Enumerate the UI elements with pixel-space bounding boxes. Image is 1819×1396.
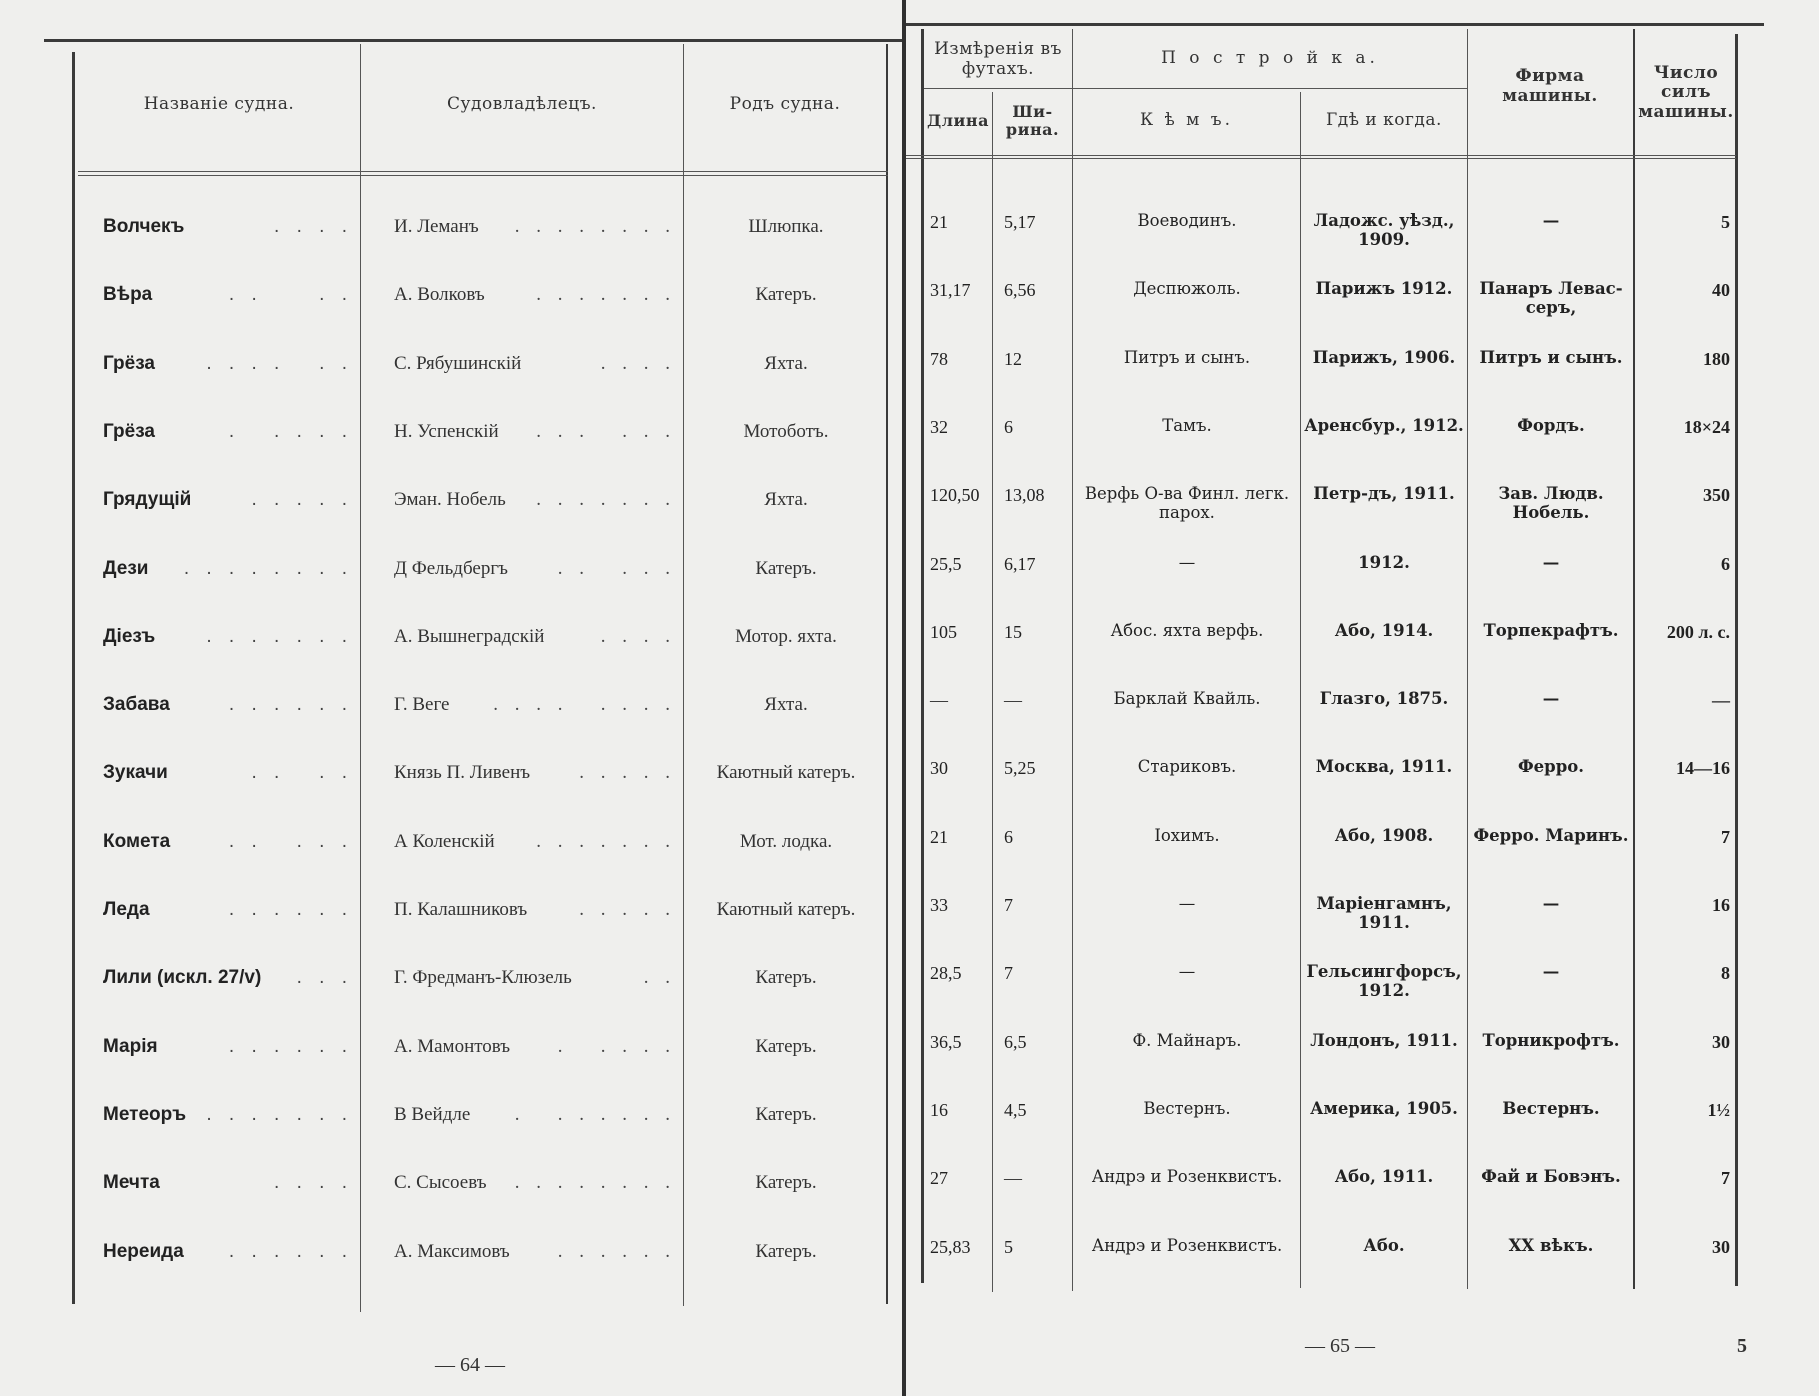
vessel-owner: А. Мамонтовъ . . . . .: [394, 1036, 676, 1057]
left-header-rule-a: [78, 171, 888, 172]
vessel-name: Комета . . . . .: [103, 831, 353, 852]
vessel-name: Вѣра . . . .: [103, 284, 353, 305]
vessel-type: Яхта.: [764, 353, 808, 374]
vessel-type: Катеръ.: [755, 1104, 817, 1125]
engine-make: XX вѣкъ.: [1508, 1236, 1594, 1255]
length-ft: 36,5: [930, 1032, 962, 1052]
builder: Іохимъ.: [1154, 826, 1220, 845]
vessel-owner: И. Леманъ . . . . . . . .: [394, 216, 676, 237]
right-col-divider-engine-hp: [1633, 29, 1635, 1289]
right-col-divider-builder-where: [1300, 92, 1301, 1288]
leader-dots: . . . . . . .: [206, 626, 353, 647]
left-col-divider-2: [683, 44, 684, 1306]
horsepower: 5: [1721, 212, 1730, 232]
header-length: Длина: [927, 110, 989, 130]
length-ft: 31,17: [930, 280, 971, 300]
horsepower: 7: [1721, 827, 1730, 847]
vessel-name: Дези . . . . . . . .: [103, 558, 353, 579]
where-when: Глазго, 1875.: [1319, 689, 1449, 708]
length-ft: 21: [930, 827, 948, 847]
vessel-type: Катеръ.: [755, 1172, 817, 1193]
engine-make: Вестернъ.: [1502, 1099, 1600, 1118]
vessel-name: Грёза . . . . . .: [103, 353, 353, 374]
horsepower: 180: [1703, 349, 1730, 369]
header-owner: Судовладѣлецъ.: [447, 94, 597, 115]
left-right-border: [886, 44, 888, 1304]
horsepower: 1½: [1707, 1100, 1730, 1120]
right-col-divider-width-builder: [1072, 29, 1073, 1291]
vessel-owner: С. Сысоевъ . . . . . . . .: [394, 1172, 676, 1193]
vessel-type: Мотоботъ.: [743, 421, 829, 442]
page-number-right: — 65 —: [1305, 1335, 1375, 1357]
where-when: Америка, 1905.: [1310, 1099, 1458, 1118]
vessel-owner: Г. Фредманъ-Клюзель . .: [394, 967, 676, 988]
horsepower: 30: [1712, 1237, 1730, 1257]
leader-dots: . . . . . .: [228, 899, 353, 920]
header-construction-group: П о с т р о й к а.: [1161, 48, 1379, 69]
vessel-type: Катеръ.: [755, 1241, 817, 1262]
leader-dots: . . . . .: [557, 558, 676, 579]
header-where-when: Гдѣ и когда.: [1326, 110, 1442, 131]
vessel-name: Зукачи . . . .: [103, 762, 353, 783]
engine-make: Фай и Бовэнъ.: [1481, 1167, 1621, 1186]
builder: Воеводинъ.: [1137, 211, 1237, 230]
leader-dots: . . . . . .: [536, 421, 676, 442]
builder: Стариковъ.: [1137, 757, 1237, 776]
vessel-owner: Князь П. Ливенъ . . . . .: [394, 762, 676, 783]
vessel-owner: А. Вышнеградскій . . . .: [394, 626, 676, 647]
length-ft: 30: [930, 758, 948, 778]
leader-dots: . . . . . .: [228, 1241, 353, 1262]
leader-dots: . . . . . . .: [536, 489, 676, 510]
right-top-rule: [906, 23, 1764, 26]
length-ft: 28,5: [930, 963, 962, 983]
leader-dots: . . . . .: [579, 899, 676, 920]
horsepower: 200 л. с.: [1666, 622, 1730, 642]
header-dimensions-group: Измѣренія въ футахъ.: [934, 39, 1062, 79]
width-ft: —: [1004, 1168, 1022, 1188]
where-when: Або, 1914.: [1334, 621, 1434, 640]
length-ft: 25,5: [930, 554, 962, 574]
left-header-rule-b: [78, 175, 888, 176]
leader-dots: . . . . . .: [206, 353, 353, 374]
leader-dots: . . . . . . . .: [514, 216, 676, 237]
engine-make: Торпекрафтъ.: [1483, 621, 1619, 640]
vessel-type: Катеръ.: [755, 284, 817, 305]
width-ft: 5,17: [1004, 212, 1036, 232]
engine-make: —: [1542, 962, 1560, 981]
vessel-name: Лили (искл. 27/v) . . .: [103, 967, 353, 988]
vessel-name: Діезъ . . . . . . .: [103, 626, 353, 647]
vessel-owner: А Коленскій . . . . . . .: [394, 831, 676, 852]
width-ft: 12: [1004, 349, 1022, 369]
left-outer-border: [72, 52, 75, 1304]
vessel-owner: Н. Успенскій . . . . . .: [394, 421, 676, 442]
left-col-divider-1: [360, 44, 361, 1312]
vessel-owner: Эман. Нобель . . . . . . .: [394, 489, 676, 510]
center-gutter: [902, 0, 906, 1396]
leader-dots: . . . .: [274, 1172, 353, 1193]
builder: Андрэ и Розенквистъ.: [1091, 1236, 1283, 1255]
right-header-rule-b: [906, 158, 1736, 159]
vessel-name: Метеоръ . . . . . . .: [103, 1104, 353, 1125]
leader-dots: . . . . .: [557, 1036, 676, 1057]
vessel-type: Катеръ.: [755, 558, 817, 579]
builder: Верфь О-ва Финл. легк. парох.: [1084, 484, 1290, 522]
where-when: 1912.: [1358, 553, 1410, 572]
horsepower: 8: [1721, 963, 1730, 983]
leader-dots: . . . . . . .: [206, 1104, 353, 1125]
vessel-owner: Д Фельдбергъ . . . . .: [394, 558, 676, 579]
vessel-owner: П. Калашниковъ . . . . .: [394, 899, 676, 920]
width-ft: 5: [1004, 1237, 1013, 1257]
length-ft: 120,50: [930, 485, 980, 505]
horsepower: 16: [1712, 895, 1730, 915]
vessel-name: Нереида . . . . . .: [103, 1241, 353, 1262]
builder: Тамъ.: [1162, 416, 1212, 435]
vessel-type: Яхта.: [764, 489, 808, 510]
engine-make: —: [1542, 553, 1560, 572]
builder: Андрэ и Розенквистъ.: [1091, 1167, 1283, 1186]
engine-make: Ферро. Маринъ.: [1473, 826, 1629, 845]
vessel-type: Каютный катеръ.: [716, 899, 856, 920]
engine-make: Питръ и сынъ.: [1479, 348, 1623, 367]
leader-dots: . . . . .: [228, 421, 353, 442]
where-when: Або, 1911.: [1334, 1167, 1434, 1186]
leader-dots: . . . . .: [251, 489, 353, 510]
vessel-name: Грёза . . . . .: [103, 421, 353, 442]
width-ft: 6: [1004, 417, 1013, 437]
header-horsepower: Число силъ машины.: [1638, 62, 1734, 122]
vessel-type: Мотор. яхта.: [735, 626, 837, 647]
builder: Барклай Квайль.: [1113, 689, 1261, 708]
engine-make: —: [1542, 211, 1560, 230]
vessel-type: Каютный катеръ.: [716, 762, 856, 783]
horsepower: —: [1712, 690, 1730, 710]
header-vessel-type: Родъ судна.: [729, 94, 841, 115]
length-ft: 32: [930, 417, 948, 437]
where-when: Парижъ 1912.: [1315, 279, 1453, 298]
leader-dots: . . . . . . . .: [514, 1172, 676, 1193]
where-when: Парижъ, 1906.: [1312, 348, 1456, 367]
where-when: Лондонъ, 1911.: [1310, 1031, 1458, 1050]
builder: Деспюжоль.: [1133, 279, 1241, 298]
length-ft: 33: [930, 895, 948, 915]
leader-dots: . . . . . .: [228, 694, 353, 715]
vessel-name: Мечта . . . .: [103, 1172, 353, 1193]
leader-dots: . . . . . .: [557, 1241, 676, 1262]
leader-dots: . . . . . . . .: [493, 694, 676, 715]
horsepower: 30: [1712, 1032, 1730, 1052]
width-ft: 4,5: [1004, 1100, 1027, 1120]
vessel-owner: А. Максимовъ . . . . . .: [394, 1241, 676, 1262]
width-ft: 13,08: [1004, 485, 1045, 505]
width-ft: 6,17: [1004, 554, 1036, 574]
width-ft: 6,56: [1004, 280, 1036, 300]
length-ft: 27: [930, 1168, 948, 1188]
horsepower: 6: [1721, 554, 1730, 574]
where-when: Аренсбур., 1912.: [1304, 416, 1464, 435]
vessel-name: Марія . . . . . .: [103, 1036, 353, 1057]
leader-dots: . . . . .: [579, 762, 676, 783]
vessel-name: Грядущій . . . . .: [103, 489, 353, 510]
leader-dots: . . .: [296, 967, 353, 988]
engine-make: —: [1542, 894, 1560, 913]
leader-dots: . .: [643, 967, 676, 988]
engine-make: —: [1542, 689, 1560, 708]
right-col-divider-where-engine: [1467, 29, 1468, 1289]
vessel-name: Леда . . . . . .: [103, 899, 353, 920]
where-when: Москва, 1911.: [1315, 757, 1453, 776]
where-when: Маріенгамнъ, 1911.: [1316, 894, 1452, 932]
right-header-rule-a: [906, 155, 1736, 156]
where-when: Або.: [1363, 1236, 1405, 1255]
vessel-name: Забава . . . . . .: [103, 694, 353, 715]
leader-dots: . . . . . . .: [514, 1104, 676, 1125]
right-header-mid-rule: [924, 88, 1467, 89]
vessel-owner: Г. Веге . . . . . . . .: [394, 694, 676, 715]
builder: —: [1178, 553, 1196, 572]
leader-dots: . . . . .: [228, 831, 353, 852]
width-ft: 7: [1004, 895, 1013, 915]
length-ft: —: [930, 690, 948, 710]
engine-make: Зав. Людв. Нобель.: [1498, 484, 1604, 522]
length-ft: 78: [930, 349, 948, 369]
engine-make: Фордъ.: [1517, 416, 1585, 435]
width-ft: 6: [1004, 827, 1013, 847]
signature-mark: 5: [1737, 1335, 1747, 1357]
leader-dots: . . . . . . .: [536, 831, 676, 852]
leader-dots: . . . . . . .: [536, 284, 676, 305]
where-when: Петр-дъ, 1911.: [1313, 484, 1455, 503]
width-ft: 7: [1004, 963, 1013, 983]
leader-dots: . . . .: [228, 284, 353, 305]
leader-dots: . . . . . . . .: [183, 558, 353, 579]
width-ft: —: [1004, 690, 1022, 710]
vessel-owner: А. Волковъ . . . . . . .: [394, 284, 676, 305]
width-ft: 5,25: [1004, 758, 1036, 778]
builder: Вестернъ.: [1143, 1099, 1231, 1118]
vessel-type: Катеръ.: [755, 967, 817, 988]
vessel-name: Волчекъ . . . .: [103, 216, 353, 237]
vessel-type: Яхта.: [764, 694, 808, 715]
length-ft: 21: [930, 212, 948, 232]
engine-make: Ферро.: [1518, 757, 1584, 776]
right-outer-border-right: [1735, 34, 1738, 1286]
where-when: Гельсингфорсъ, 1912.: [1306, 962, 1462, 1000]
page-number-left: — 64 —: [435, 1354, 505, 1376]
header-builder: К ѣ м ъ.: [1139, 110, 1234, 131]
horsepower: 14—16: [1676, 758, 1730, 778]
leader-dots: . . . . . .: [228, 1036, 353, 1057]
horsepower: 350: [1703, 485, 1730, 505]
leader-dots: . . . .: [251, 762, 353, 783]
vessel-type: Мот. лодка.: [739, 831, 833, 852]
vessel-owner: С. Рябушинскій . . . .: [394, 353, 676, 374]
builder: Абос. яхта верфь.: [1110, 621, 1264, 640]
left-top-rule: [44, 39, 902, 42]
header-vessel-name: Названіе судна.: [143, 94, 295, 115]
leader-dots: . . . .: [600, 353, 676, 374]
width-ft: 6,5: [1004, 1032, 1027, 1052]
horsepower: 40: [1712, 280, 1730, 300]
header-engine-make: Фирма машины.: [1502, 66, 1598, 106]
leader-dots: . . . .: [274, 216, 353, 237]
leader-dots: . . . .: [600, 626, 676, 647]
builder: —: [1178, 894, 1196, 913]
where-when: Або, 1908.: [1334, 826, 1434, 845]
length-ft: 25,83: [930, 1237, 971, 1257]
width-ft: 15: [1004, 622, 1022, 642]
horsepower: 7: [1721, 1168, 1730, 1188]
where-when: Ладожс. уѣзд., 1909.: [1313, 211, 1455, 249]
vessel-owner: В Вейдле . . . . . . .: [394, 1104, 676, 1125]
length-ft: 16: [930, 1100, 948, 1120]
builder: Ф. Майнаръ.: [1132, 1031, 1242, 1050]
engine-make: Торникрофтъ.: [1482, 1031, 1620, 1050]
length-ft: 105: [930, 622, 957, 642]
vessel-type: Шлюпка.: [748, 216, 824, 237]
vessel-type: Катеръ.: [755, 1036, 817, 1057]
builder: Питръ и сынъ.: [1123, 348, 1251, 367]
header-width: Ши-рина.: [1005, 101, 1060, 139]
horsepower: 18×24: [1683, 417, 1730, 437]
engine-make: Панаръ Левас-серъ,: [1479, 279, 1623, 317]
builder: —: [1178, 962, 1196, 981]
right-col-divider-length-width: [992, 92, 993, 1292]
right-outer-border-left: [921, 29, 924, 1283]
